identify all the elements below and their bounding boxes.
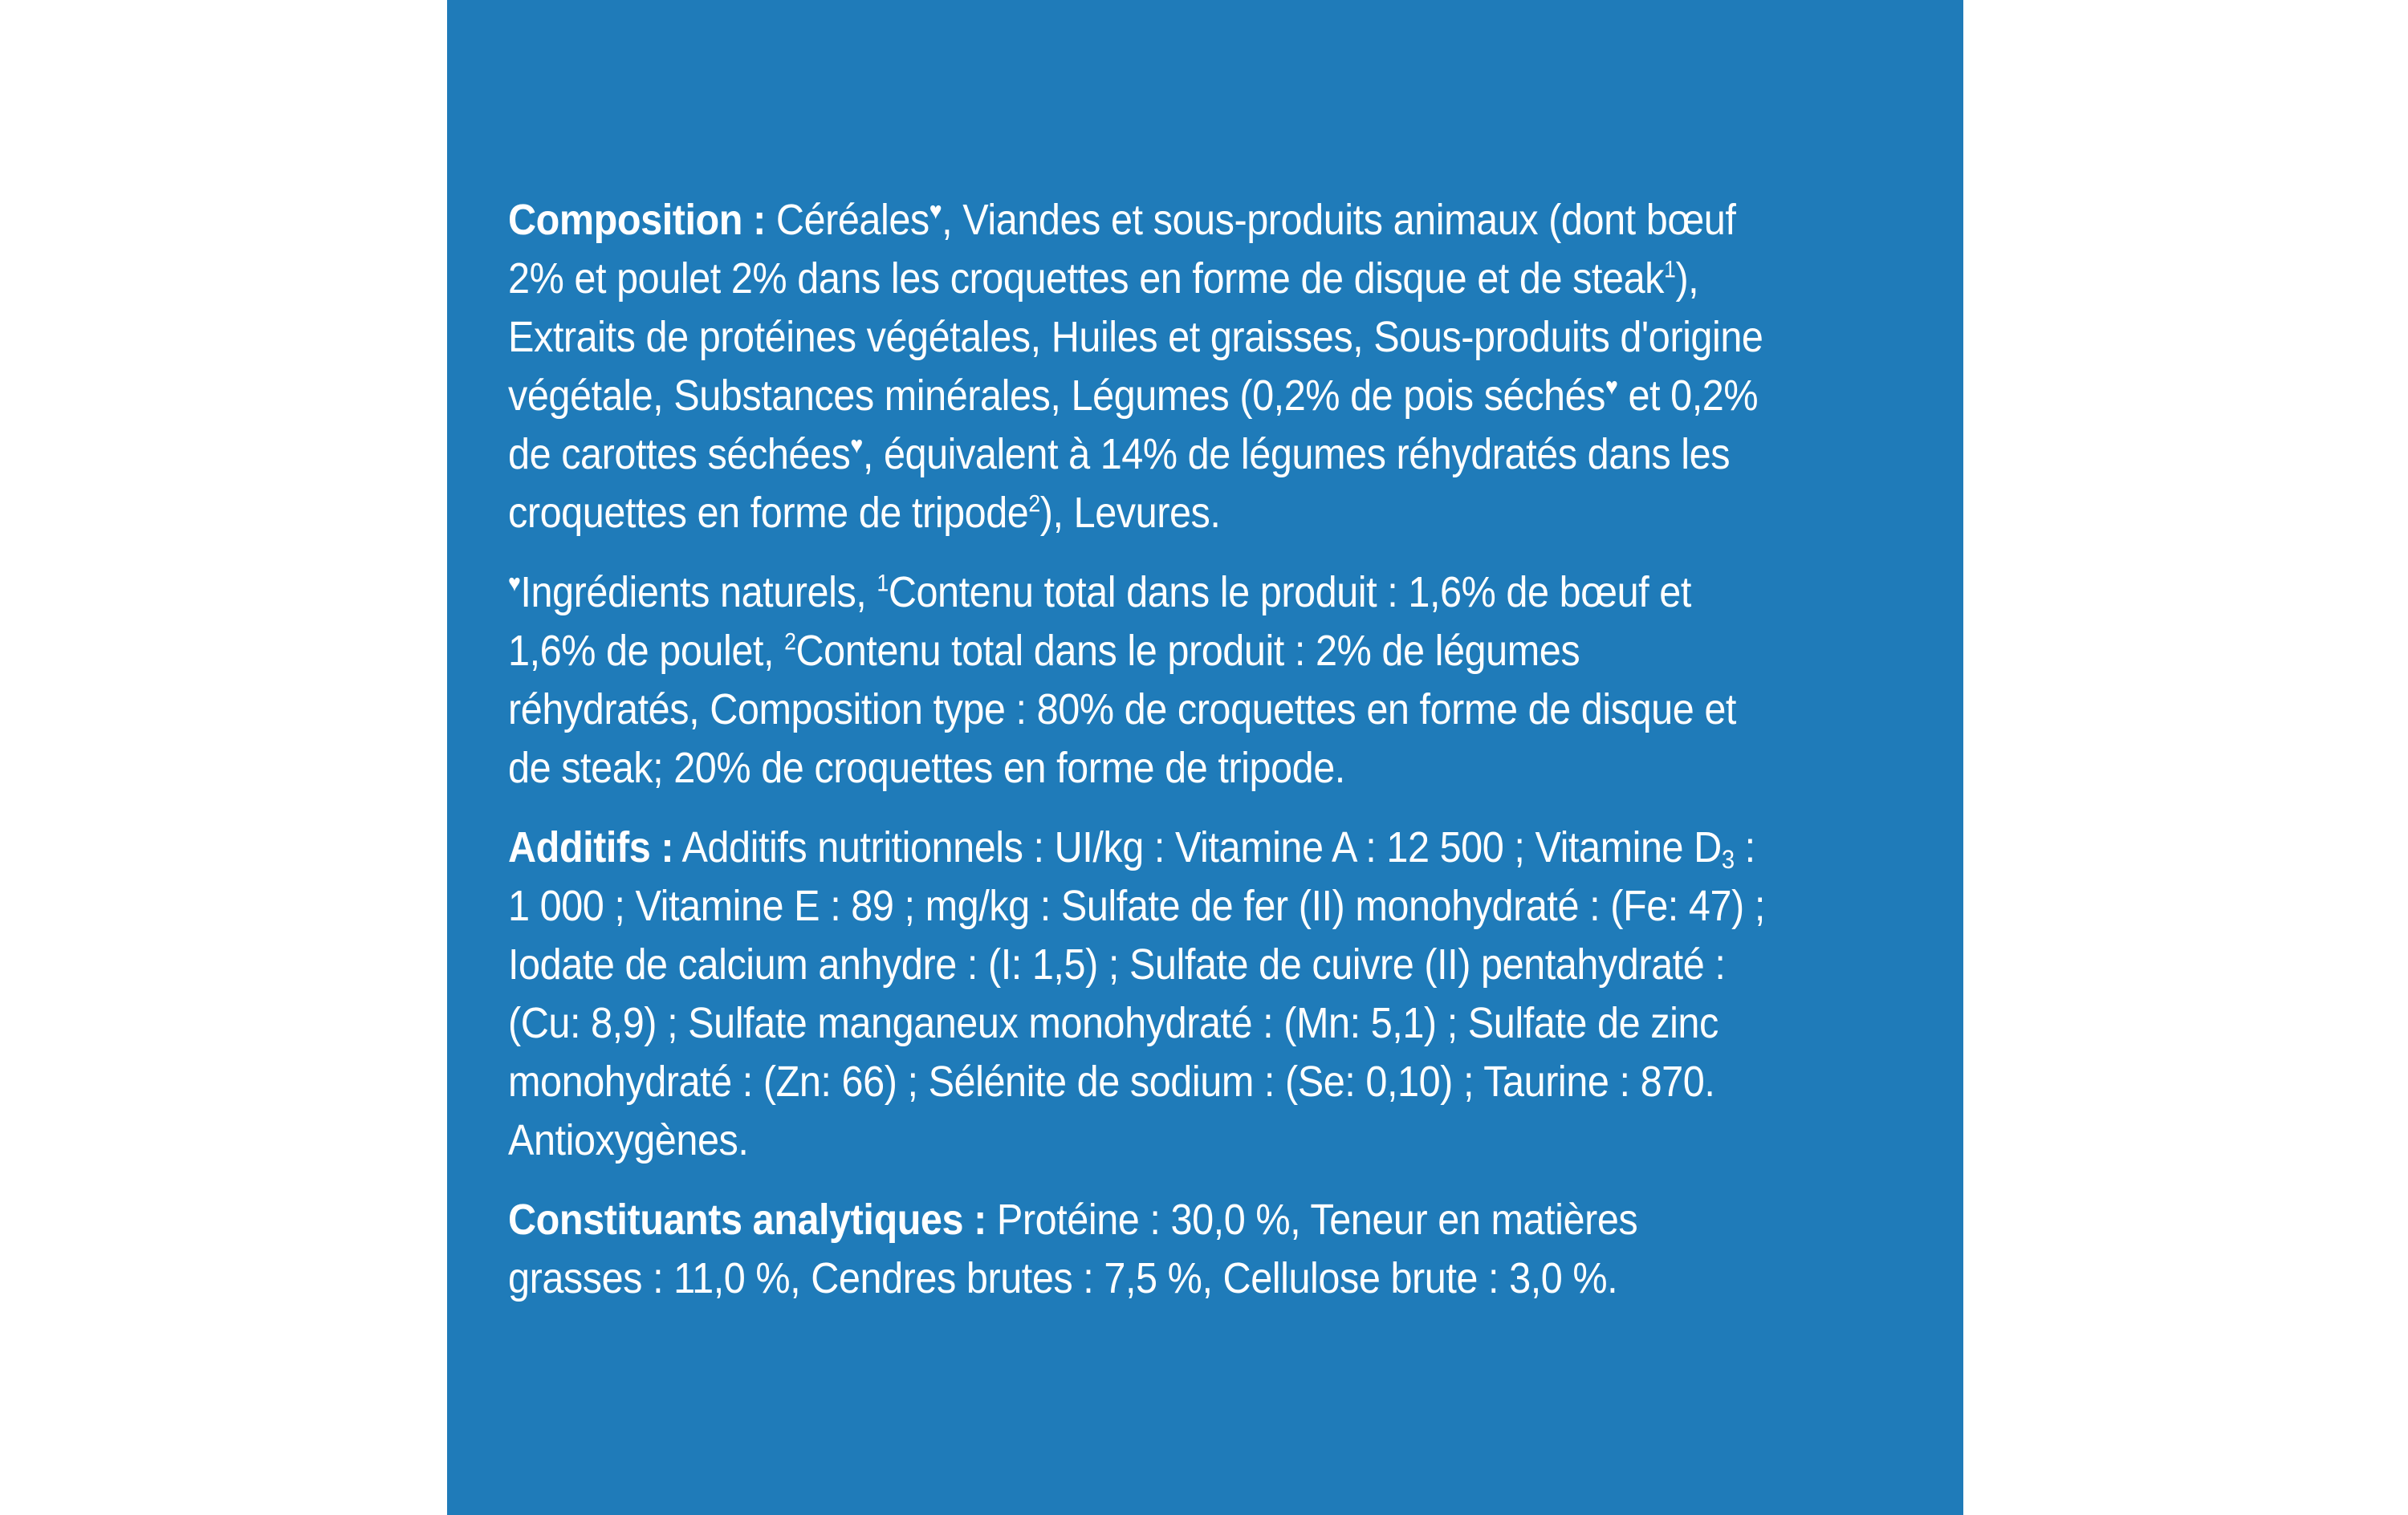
vitamin-d3-subscript: 3 (1721, 845, 1735, 875)
notes-paragraph (508, 563, 1780, 798)
heart-icon: ♥ (850, 432, 863, 459)
heart-icon: ♥ (929, 197, 942, 225)
footnote-1-marker: 1 (877, 570, 889, 597)
composition-paragraph (508, 191, 1780, 542)
notes-text-3: Contenu total dans le produit : 2% de légumes réhydratés, Composition type : 80% de croquettes en forme de disque et de steak; 20% de croquettes en forme de tripode. (508, 627, 1736, 792)
heart-icon: ♥ (1605, 373, 1618, 400)
additifs-label: Additifs : (508, 823, 674, 871)
footnote-2-marker: 2 (1028, 490, 1040, 518)
notes-text-2: Contenu total dans le produit : 1,6% de bœuf et 1,6% de poulet, (508, 568, 1691, 675)
composition-text-4: et 0,2% de carottes séchées (508, 372, 1759, 478)
notes-text-1: Ingrédients naturels, (520, 568, 877, 616)
additifs-paragraph (508, 818, 1780, 1170)
ingredients-text (508, 191, 1780, 1329)
additifs-text-2: : 1 000 ; Vitamine E : 89 ; mg/kg : Sulfate de fer (II) monohydraté : (Fe: 47) ; Iodate de calcium anhydre : (I: 1,5) ; Sulfate de cuivre (II) pentahydraté : (Cu: 8,9) ; Sulfate manganeux monohydraté : (Mn: 5,1) ; Sulfate de zinc monohydraté : (Zn: 66) ; Sélénite de sodium : (Se: 0,10) ; Taurine : 870. Antioxygènes. (508, 823, 1765, 1164)
composition-text-5: , équivalent à 14% de légumes réhydratés dans les croquettes en forme de tripode (508, 430, 1731, 537)
constituants-label: Constituants analytiques : (508, 1196, 986, 1244)
composition-text-2: , Viandes et sous-produits animaux (dont bœuf 2% et poulet 2% dans les croquettes en forme de disque et de steak (508, 196, 1736, 303)
composition-text-1: Céréales (765, 196, 929, 244)
constituants-paragraph (508, 1191, 1780, 1308)
composition-text-6: ), Levures. (1039, 489, 1221, 537)
footnote-2-marker: 2 (784, 628, 796, 656)
footnote-1-marker: 1 (1664, 256, 1676, 283)
composition-text-3: ), Extraits de protéines végétales, Huiles et graisses, Sous-produits d'origine végétale, Substances minérales, Légumes (0,2% de pois séchés (508, 254, 1763, 420)
additifs-text-1: Additifs nutritionnels : UI/kg : Vitamine A : 12 500 ; Vitamine D (673, 823, 1722, 871)
composition-label: Composition : (508, 196, 766, 244)
constituants-text: Protéine : 30,0 %, Teneur en matières grasses : 11,0 %, Cendres brutes : 7,5 %, Cellulose brute : 3,0 %. (508, 1196, 1638, 1302)
heart-icon: ♥ (508, 570, 521, 597)
